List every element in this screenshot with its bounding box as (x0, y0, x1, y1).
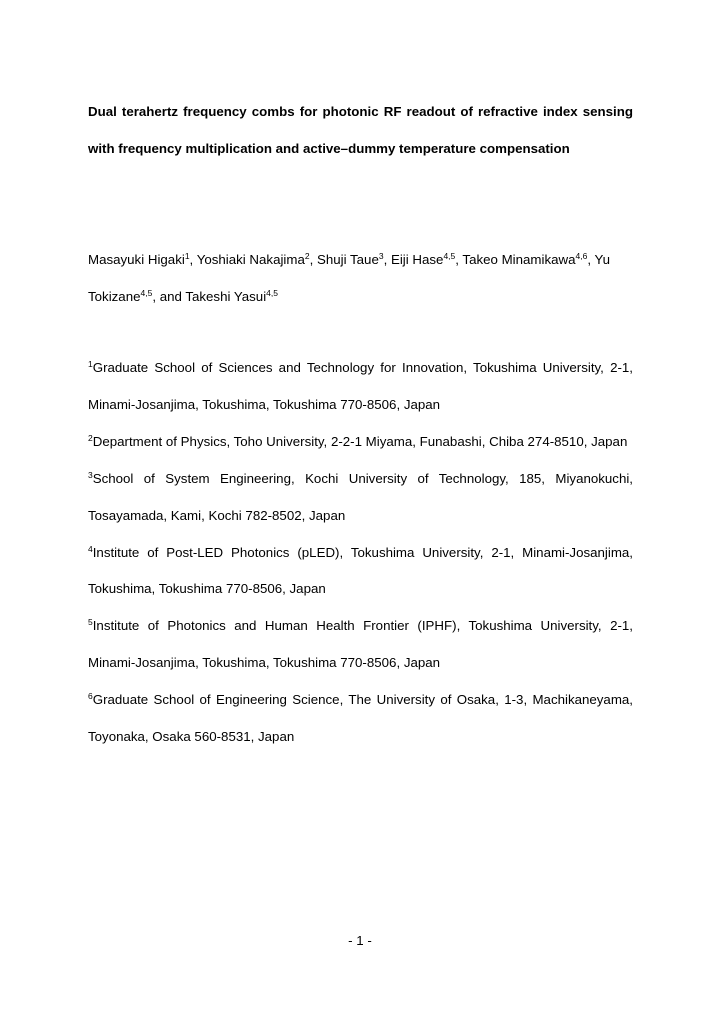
author-affiliation-marker: 1 (184, 251, 190, 261)
author (317, 252, 391, 267)
affiliation-text: School of System Engineering, Kochi University of Technology, 185, Miyanokuchi, Tosayamada, Kami, Kochi 782-8502, Japan (88, 470, 633, 523)
affiliation-list (88, 350, 633, 756)
affiliation (88, 535, 633, 609)
author-name: Yoshiaki Nakajima (196, 252, 305, 267)
affiliation-number: 3 (88, 469, 93, 480)
author (197, 252, 317, 267)
affiliation (88, 350, 633, 424)
affiliation (88, 461, 633, 535)
author-separator: , and (152, 289, 186, 304)
affiliation-text: Department of Physics, Toho University, 2-2-1 Miyama, Funabashi, Chiba 274-8510, Japan (92, 433, 628, 449)
author-affiliation-marker: 2 (304, 251, 310, 261)
affiliation-number: 1 (88, 359, 93, 369)
affiliation-number: 6 (88, 691, 93, 702)
author-name: Shuji Taue (316, 252, 379, 267)
affiliation-text: Graduate School of Engineering Science, The University of Osaka, 1-3, Machikaneyama, Toyonaka, Osaka 560-8531, Japan (88, 692, 633, 745)
affiliation-number: 4 (88, 543, 93, 554)
author-separator: , (587, 252, 595, 267)
author-name: Masayuki Higaki (88, 252, 185, 267)
affiliation (88, 424, 633, 461)
author-separator: , (309, 252, 317, 267)
author (462, 252, 594, 267)
author (185, 289, 278, 304)
author-name: Takeo Minamikawa (462, 252, 576, 267)
affiliation-text: Institute of Photonics and Human Health Frontier (IPHF), Tokushima University, 2-1, Minami-Josanjima, Tokushima, Tokushima 770-8506, Japan (88, 618, 633, 671)
paper-title: Dual terahertz frequency combs for photonic RF readout of refractive index sensing with frequency multiplication and active–dummy temperature compensation (88, 104, 633, 156)
affiliation (88, 608, 633, 682)
author-affiliation-marker: 4,5 (140, 288, 153, 298)
page-number: - 1 - (348, 933, 372, 948)
author-affiliation-marker: 3 (378, 251, 384, 261)
author-separator: , (383, 252, 391, 267)
author-separator: , (189, 252, 197, 267)
author-name: Takeshi Yasui (185, 289, 267, 304)
affiliation (88, 682, 633, 756)
author-affiliation-marker: 4,5 (443, 251, 456, 261)
author (391, 252, 462, 267)
author-list (88, 241, 633, 315)
author-name: Yu Tokizane (88, 252, 611, 304)
author-separator: , (455, 252, 463, 267)
affiliation-number: 2 (88, 432, 93, 443)
author-name: Eiji Hase (390, 252, 444, 267)
affiliation-text: Institute of Post-LED Photonics (pLED), Tokushima University, 2-1, Minami-Josanjima, Tokushima, Tokushima 770-8506, Japan (88, 544, 633, 597)
affiliation-number: 5 (88, 617, 93, 628)
affiliation-text: Graduate School of Sciences and Technology for Innovation, Tokushima University, 2-1, Minami-Josanjima, Tokushima, Tokushima 770-8506, Japan (88, 360, 633, 412)
author-affiliation-marker: 4,5 (266, 288, 278, 298)
author (88, 252, 197, 267)
author-affiliation-marker: 4,6 (575, 251, 588, 261)
